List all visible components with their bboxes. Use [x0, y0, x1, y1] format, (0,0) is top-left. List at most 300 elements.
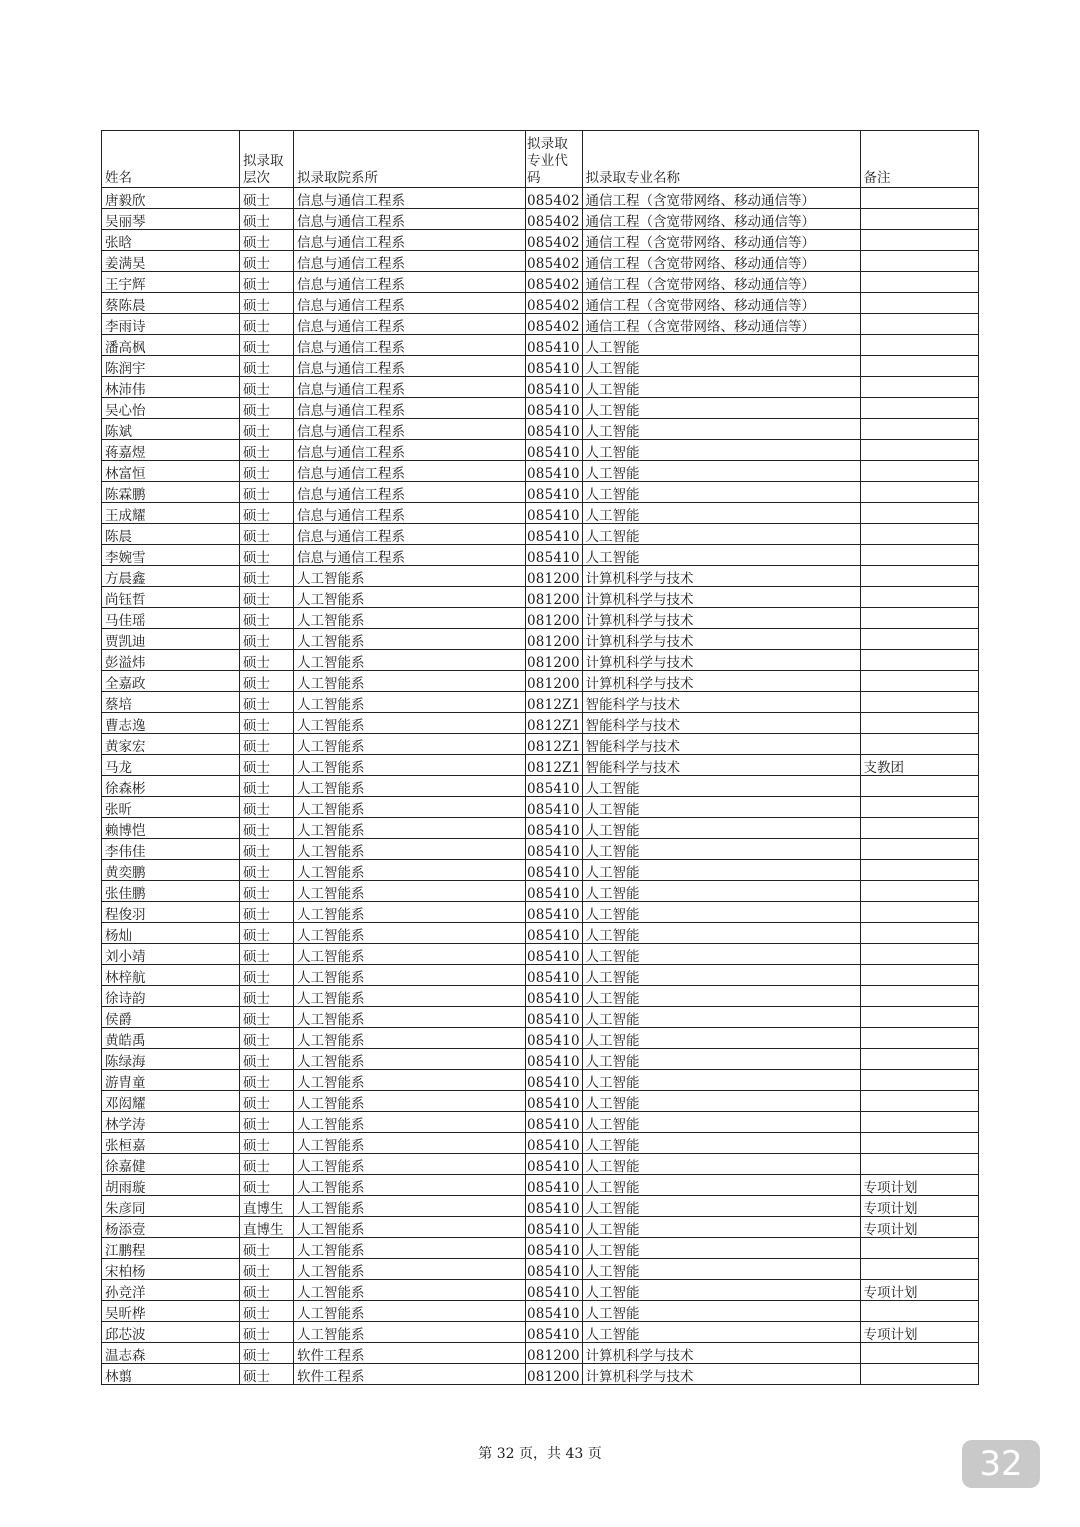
cell-level: 直博生 — [240, 1217, 294, 1238]
table-row — [102, 314, 979, 335]
cell-code: 085410 — [526, 797, 583, 818]
cell-name: 刘小靖 — [102, 944, 240, 965]
cell-code: 085410 — [526, 818, 583, 839]
table-row — [102, 1091, 979, 1112]
cell-level: 硕士 — [240, 1175, 294, 1196]
cell-name: 蔡陈晨 — [102, 293, 240, 314]
cell-level: 硕士 — [240, 356, 294, 377]
cell-major: 人工智能 — [582, 1322, 860, 1343]
cell-code: 085410 — [526, 944, 583, 965]
cell-name: 宋柏杨 — [102, 1259, 240, 1280]
cell-dept: 人工智能系 — [294, 1070, 526, 1091]
cell-level: 硕士 — [240, 650, 294, 671]
cell-name: 黄奕鹏 — [102, 860, 240, 881]
cell-major: 计算机科学与技术 — [582, 1364, 860, 1385]
table-row — [102, 650, 979, 671]
table-row — [102, 1070, 979, 1091]
cell-note: 专项计划 — [860, 1322, 978, 1343]
cell-major: 计算机科学与技术 — [582, 1343, 860, 1364]
cell-note — [860, 650, 978, 671]
cell-level: 硕士 — [240, 377, 294, 398]
cell-note — [860, 671, 978, 692]
cell-name: 吴丽琴 — [102, 209, 240, 230]
cell-note — [860, 1007, 978, 1028]
cell-dept: 信息与通信工程系 — [294, 209, 526, 230]
cell-code: 085410 — [526, 986, 583, 1007]
cell-code: 085410 — [526, 482, 583, 503]
cell-major: 人工智能 — [582, 356, 860, 377]
cell-note — [860, 839, 978, 860]
cell-code: 085410 — [526, 335, 583, 356]
cell-level: 硕士 — [240, 755, 294, 776]
table-row — [102, 965, 979, 986]
cell-name: 陈霖鹏 — [102, 482, 240, 503]
cell-name: 潘高枫 — [102, 335, 240, 356]
table-row — [102, 419, 979, 440]
cell-level: 硕士 — [240, 566, 294, 587]
cell-dept: 人工智能系 — [294, 1028, 526, 1049]
cell-code: 085410 — [526, 440, 583, 461]
table-row — [102, 1280, 979, 1301]
cell-code: 085410 — [526, 1280, 583, 1301]
cell-level: 硕士 — [240, 923, 294, 944]
cell-major: 通信工程（含宽带网络、移动通信等） — [582, 188, 860, 209]
cell-name: 黄皓禹 — [102, 1028, 240, 1049]
table-row — [102, 1007, 979, 1028]
header-code: 拟录取专业代码 — [526, 131, 583, 188]
cell-name: 吴昕桦 — [102, 1301, 240, 1322]
cell-major: 通信工程（含宽带网络、移动通信等） — [582, 314, 860, 335]
table-row — [102, 1133, 979, 1154]
cell-dept: 人工智能系 — [294, 902, 526, 923]
cell-name: 赖博恺 — [102, 818, 240, 839]
cell-major: 人工智能 — [582, 1217, 860, 1238]
admission-table — [101, 130, 979, 1385]
cell-major: 人工智能 — [582, 860, 860, 881]
cell-name: 李婉雪 — [102, 545, 240, 566]
cell-major: 人工智能 — [582, 545, 860, 566]
cell-level: 硕士 — [240, 482, 294, 503]
cell-name: 贾凯迪 — [102, 629, 240, 650]
cell-name: 张昕 — [102, 797, 240, 818]
cell-note — [860, 566, 978, 587]
cell-note — [860, 1028, 978, 1049]
table-row — [102, 1301, 979, 1322]
cell-name: 全嘉政 — [102, 671, 240, 692]
table-body — [102, 188, 979, 1385]
cell-level: 硕士 — [240, 587, 294, 608]
cell-name: 孙竞洋 — [102, 1280, 240, 1301]
table-row — [102, 1217, 979, 1238]
table-row — [102, 356, 979, 377]
table-row — [102, 1364, 979, 1385]
cell-code: 085410 — [526, 1217, 583, 1238]
cell-name: 游胄童 — [102, 1070, 240, 1091]
table-row — [102, 1196, 979, 1217]
cell-level: 硕士 — [240, 209, 294, 230]
cell-name: 王宇辉 — [102, 272, 240, 293]
cell-name: 徐嘉健 — [102, 1154, 240, 1175]
cell-major: 人工智能 — [582, 419, 860, 440]
cell-code: 081200 — [526, 566, 583, 587]
cell-note — [860, 1112, 978, 1133]
cell-major: 人工智能 — [582, 839, 860, 860]
cell-level: 硕士 — [240, 902, 294, 923]
cell-code: 085410 — [526, 1196, 583, 1217]
cell-level: 硕士 — [240, 293, 294, 314]
cell-major: 人工智能 — [582, 440, 860, 461]
cell-name: 马龙 — [102, 755, 240, 776]
cell-major: 人工智能 — [582, 1070, 860, 1091]
cell-code: 085402 — [526, 209, 583, 230]
cell-name: 江鹏程 — [102, 1238, 240, 1259]
cell-major: 计算机科学与技术 — [582, 587, 860, 608]
cell-level: 硕士 — [240, 608, 294, 629]
cell-name: 唐毅欣 — [102, 188, 240, 209]
cell-dept: 人工智能系 — [294, 1154, 526, 1175]
cell-dept: 软件工程系 — [294, 1364, 526, 1385]
cell-name: 徐森彬 — [102, 776, 240, 797]
cell-dept: 人工智能系 — [294, 629, 526, 650]
table-row — [102, 1175, 979, 1196]
table-row — [102, 398, 979, 419]
cell-note — [860, 713, 978, 734]
page-footer: 第 32 页，共 43 页 — [478, 1446, 602, 1462]
cell-note — [860, 1133, 978, 1154]
cell-level: 硕士 — [240, 1049, 294, 1070]
cell-note — [860, 629, 978, 650]
cell-note: 专项计划 — [860, 1217, 978, 1238]
cell-note — [860, 776, 978, 797]
cell-major: 人工智能 — [582, 1112, 860, 1133]
cell-level: 硕士 — [240, 1112, 294, 1133]
cell-dept: 人工智能系 — [294, 587, 526, 608]
cell-level: 硕士 — [240, 1154, 294, 1175]
page-number-badge: 32 — [962, 1440, 1040, 1488]
cell-dept: 人工智能系 — [294, 860, 526, 881]
table-row — [102, 1322, 979, 1343]
cell-level: 硕士 — [240, 1028, 294, 1049]
cell-level: 硕士 — [240, 839, 294, 860]
table-row — [102, 902, 979, 923]
cell-name: 温志森 — [102, 1343, 240, 1364]
cell-name: 侯爵 — [102, 1007, 240, 1028]
header-major: 拟录取专业名称 — [582, 131, 860, 188]
cell-name: 朱彦同 — [102, 1196, 240, 1217]
cell-major: 通信工程（含宽带网络、移动通信等） — [582, 209, 860, 230]
cell-major: 人工智能 — [582, 1175, 860, 1196]
cell-level: 硕士 — [240, 1301, 294, 1322]
cell-major: 计算机科学与技术 — [582, 608, 860, 629]
cell-major: 人工智能 — [582, 797, 860, 818]
cell-dept: 人工智能系 — [294, 566, 526, 587]
cell-major: 人工智能 — [582, 1280, 860, 1301]
header-note: 备注 — [860, 131, 978, 188]
cell-note — [860, 692, 978, 713]
cell-major: 人工智能 — [582, 503, 860, 524]
cell-code: 085402 — [526, 314, 583, 335]
cell-name: 彭溢炜 — [102, 650, 240, 671]
cell-major: 人工智能 — [582, 965, 860, 986]
cell-level: 硕士 — [240, 335, 294, 356]
cell-note — [860, 419, 978, 440]
cell-code: 081200 — [526, 587, 583, 608]
cell-code: 085410 — [526, 545, 583, 566]
cell-major: 人工智能 — [582, 1091, 860, 1112]
cell-major: 人工智能 — [582, 1238, 860, 1259]
cell-note — [860, 881, 978, 902]
cell-dept: 信息与通信工程系 — [294, 188, 526, 209]
cell-dept: 信息与通信工程系 — [294, 482, 526, 503]
cell-note — [860, 356, 978, 377]
table-row — [102, 944, 979, 965]
cell-dept: 人工智能系 — [294, 797, 526, 818]
cell-major: 人工智能 — [582, 1028, 860, 1049]
cell-dept: 人工智能系 — [294, 1133, 526, 1154]
cell-level: 硕士 — [240, 1259, 294, 1280]
cell-note — [860, 1154, 978, 1175]
table-row — [102, 188, 979, 209]
cell-code: 085410 — [526, 419, 583, 440]
cell-major: 人工智能 — [582, 1154, 860, 1175]
cell-note — [860, 398, 978, 419]
cell-note — [860, 797, 978, 818]
cell-note: 支教团 — [860, 755, 978, 776]
header-dept: 拟录取院系所 — [294, 131, 526, 188]
table-row — [102, 881, 979, 902]
cell-name: 蒋嘉煜 — [102, 440, 240, 461]
cell-name: 张佳鹏 — [102, 881, 240, 902]
cell-name: 林梓航 — [102, 965, 240, 986]
cell-note — [860, 314, 978, 335]
cell-level: 硕士 — [240, 965, 294, 986]
table-row — [102, 335, 979, 356]
cell-dept: 信息与通信工程系 — [294, 251, 526, 272]
cell-major: 人工智能 — [582, 1301, 860, 1322]
cell-code: 085410 — [526, 1007, 583, 1028]
cell-code: 085410 — [526, 1049, 583, 1070]
cell-code: 085410 — [526, 1154, 583, 1175]
cell-note — [860, 440, 978, 461]
cell-level: 硕士 — [240, 524, 294, 545]
cell-code: 085410 — [526, 1091, 583, 1112]
cell-note — [860, 461, 978, 482]
cell-level: 硕士 — [240, 1238, 294, 1259]
table-row — [102, 692, 979, 713]
cell-name: 张晗 — [102, 230, 240, 251]
table-row — [102, 545, 979, 566]
cell-name: 邓闳耀 — [102, 1091, 240, 1112]
cell-name: 马佳瑶 — [102, 608, 240, 629]
table-row — [102, 524, 979, 545]
cell-major: 人工智能 — [582, 335, 860, 356]
cell-major: 通信工程（含宽带网络、移动通信等） — [582, 230, 860, 251]
table-row — [102, 503, 979, 524]
cell-dept: 人工智能系 — [294, 1322, 526, 1343]
cell-dept: 信息与通信工程系 — [294, 440, 526, 461]
cell-name: 张桓嘉 — [102, 1133, 240, 1154]
cell-level: 硕士 — [240, 1133, 294, 1154]
cell-name: 陈润宇 — [102, 356, 240, 377]
cell-code: 085410 — [526, 923, 583, 944]
cell-dept: 人工智能系 — [294, 839, 526, 860]
cell-note — [860, 251, 978, 272]
cell-name: 黄家宏 — [102, 734, 240, 755]
cell-dept: 人工智能系 — [294, 1280, 526, 1301]
cell-major: 人工智能 — [582, 524, 860, 545]
cell-code: 085402 — [526, 293, 583, 314]
cell-note: 专项计划 — [860, 1196, 978, 1217]
cell-code: 085410 — [526, 776, 583, 797]
cell-major: 通信工程（含宽带网络、移动通信等） — [582, 251, 860, 272]
cell-dept: 信息与通信工程系 — [294, 314, 526, 335]
cell-note — [860, 818, 978, 839]
cell-note — [860, 608, 978, 629]
cell-level: 硕士 — [240, 713, 294, 734]
cell-level: 硕士 — [240, 545, 294, 566]
cell-note — [860, 1070, 978, 1091]
cell-major: 智能科学与技术 — [582, 734, 860, 755]
cell-level: 硕士 — [240, 692, 294, 713]
cell-major: 人工智能 — [582, 1133, 860, 1154]
cell-code: 085402 — [526, 251, 583, 272]
cell-name: 陈绿海 — [102, 1049, 240, 1070]
cell-major: 计算机科学与技术 — [582, 650, 860, 671]
cell-dept: 信息与通信工程系 — [294, 419, 526, 440]
cell-dept: 人工智能系 — [294, 818, 526, 839]
cell-level: 直博生 — [240, 1196, 294, 1217]
cell-code: 085410 — [526, 881, 583, 902]
table-row — [102, 482, 979, 503]
cell-level: 硕士 — [240, 1091, 294, 1112]
cell-dept: 软件工程系 — [294, 1343, 526, 1364]
table-row — [102, 293, 979, 314]
cell-major: 人工智能 — [582, 377, 860, 398]
table-row — [102, 440, 979, 461]
cell-name: 曹志逸 — [102, 713, 240, 734]
cell-note — [860, 1091, 978, 1112]
cell-code: 0812Z1 — [526, 755, 583, 776]
cell-major: 通信工程（含宽带网络、移动通信等） — [582, 293, 860, 314]
cell-dept: 信息与通信工程系 — [294, 398, 526, 419]
cell-major: 智能科学与技术 — [582, 692, 860, 713]
cell-note — [860, 272, 978, 293]
cell-name: 吴心怡 — [102, 398, 240, 419]
cell-note — [860, 230, 978, 251]
cell-note — [860, 986, 978, 1007]
cell-level: 硕士 — [240, 671, 294, 692]
cell-major: 计算机科学与技术 — [582, 629, 860, 650]
table-row — [102, 230, 979, 251]
cell-note: 专项计划 — [860, 1280, 978, 1301]
cell-code: 085410 — [526, 839, 583, 860]
cell-level: 硕士 — [240, 860, 294, 881]
table-row — [102, 461, 979, 482]
table-row — [102, 1154, 979, 1175]
cell-name: 林富恒 — [102, 461, 240, 482]
table-row — [102, 587, 979, 608]
cell-level: 硕士 — [240, 797, 294, 818]
cell-note — [860, 377, 978, 398]
cell-name: 姜满昊 — [102, 251, 240, 272]
cell-code: 085410 — [526, 860, 583, 881]
cell-note — [860, 482, 978, 503]
cell-major: 人工智能 — [582, 461, 860, 482]
cell-major: 智能科学与技术 — [582, 713, 860, 734]
cell-major: 人工智能 — [582, 902, 860, 923]
cell-code: 085402 — [526, 188, 583, 209]
table-row — [102, 860, 979, 881]
cell-dept: 人工智能系 — [294, 1196, 526, 1217]
table-row — [102, 1259, 979, 1280]
cell-note — [860, 923, 978, 944]
cell-dept: 信息与通信工程系 — [294, 230, 526, 251]
cell-note — [860, 965, 978, 986]
cell-major: 人工智能 — [582, 398, 860, 419]
header-level: 拟录取层次 — [240, 131, 294, 188]
cell-code: 085410 — [526, 1322, 583, 1343]
cell-dept: 人工智能系 — [294, 1112, 526, 1133]
cell-note — [860, 1259, 978, 1280]
cell-note — [860, 503, 978, 524]
cell-level: 硕士 — [240, 1364, 294, 1385]
cell-note — [860, 902, 978, 923]
cell-dept: 人工智能系 — [294, 776, 526, 797]
cell-code: 085402 — [526, 272, 583, 293]
cell-name: 尚钰哲 — [102, 587, 240, 608]
cell-dept: 信息与通信工程系 — [294, 503, 526, 524]
cell-major: 人工智能 — [582, 776, 860, 797]
cell-code: 085410 — [526, 965, 583, 986]
cell-code: 081200 — [526, 1343, 583, 1364]
cell-major: 人工智能 — [582, 1007, 860, 1028]
cell-note — [860, 734, 978, 755]
cell-level: 硕士 — [240, 272, 294, 293]
cell-dept: 人工智能系 — [294, 986, 526, 1007]
cell-code: 081200 — [526, 1364, 583, 1385]
cell-note — [860, 209, 978, 230]
cell-dept: 人工智能系 — [294, 1175, 526, 1196]
cell-major: 通信工程（含宽带网络、移动通信等） — [582, 272, 860, 293]
cell-dept: 人工智能系 — [294, 755, 526, 776]
cell-dept: 人工智能系 — [294, 1259, 526, 1280]
cell-code: 081200 — [526, 629, 583, 650]
cell-note — [860, 860, 978, 881]
cell-name: 蔡培 — [102, 692, 240, 713]
cell-dept: 信息与通信工程系 — [294, 293, 526, 314]
cell-code: 081200 — [526, 650, 583, 671]
cell-code: 085410 — [526, 503, 583, 524]
cell-code: 085410 — [526, 356, 583, 377]
cell-code: 085410 — [526, 1175, 583, 1196]
cell-name: 林翦 — [102, 1364, 240, 1385]
cell-note — [860, 335, 978, 356]
cell-level: 硕士 — [240, 986, 294, 1007]
cell-dept: 信息与通信工程系 — [294, 524, 526, 545]
cell-dept: 人工智能系 — [294, 1007, 526, 1028]
cell-level: 硕士 — [240, 251, 294, 272]
cell-code: 085410 — [526, 902, 583, 923]
cell-level: 硕士 — [240, 419, 294, 440]
cell-level: 硕士 — [240, 818, 294, 839]
cell-code: 085410 — [526, 1112, 583, 1133]
table-row — [102, 755, 979, 776]
cell-level: 硕士 — [240, 881, 294, 902]
cell-name: 邱芯波 — [102, 1322, 240, 1343]
table-row — [102, 1343, 979, 1364]
cell-name: 陈斌 — [102, 419, 240, 440]
cell-note — [860, 1301, 978, 1322]
